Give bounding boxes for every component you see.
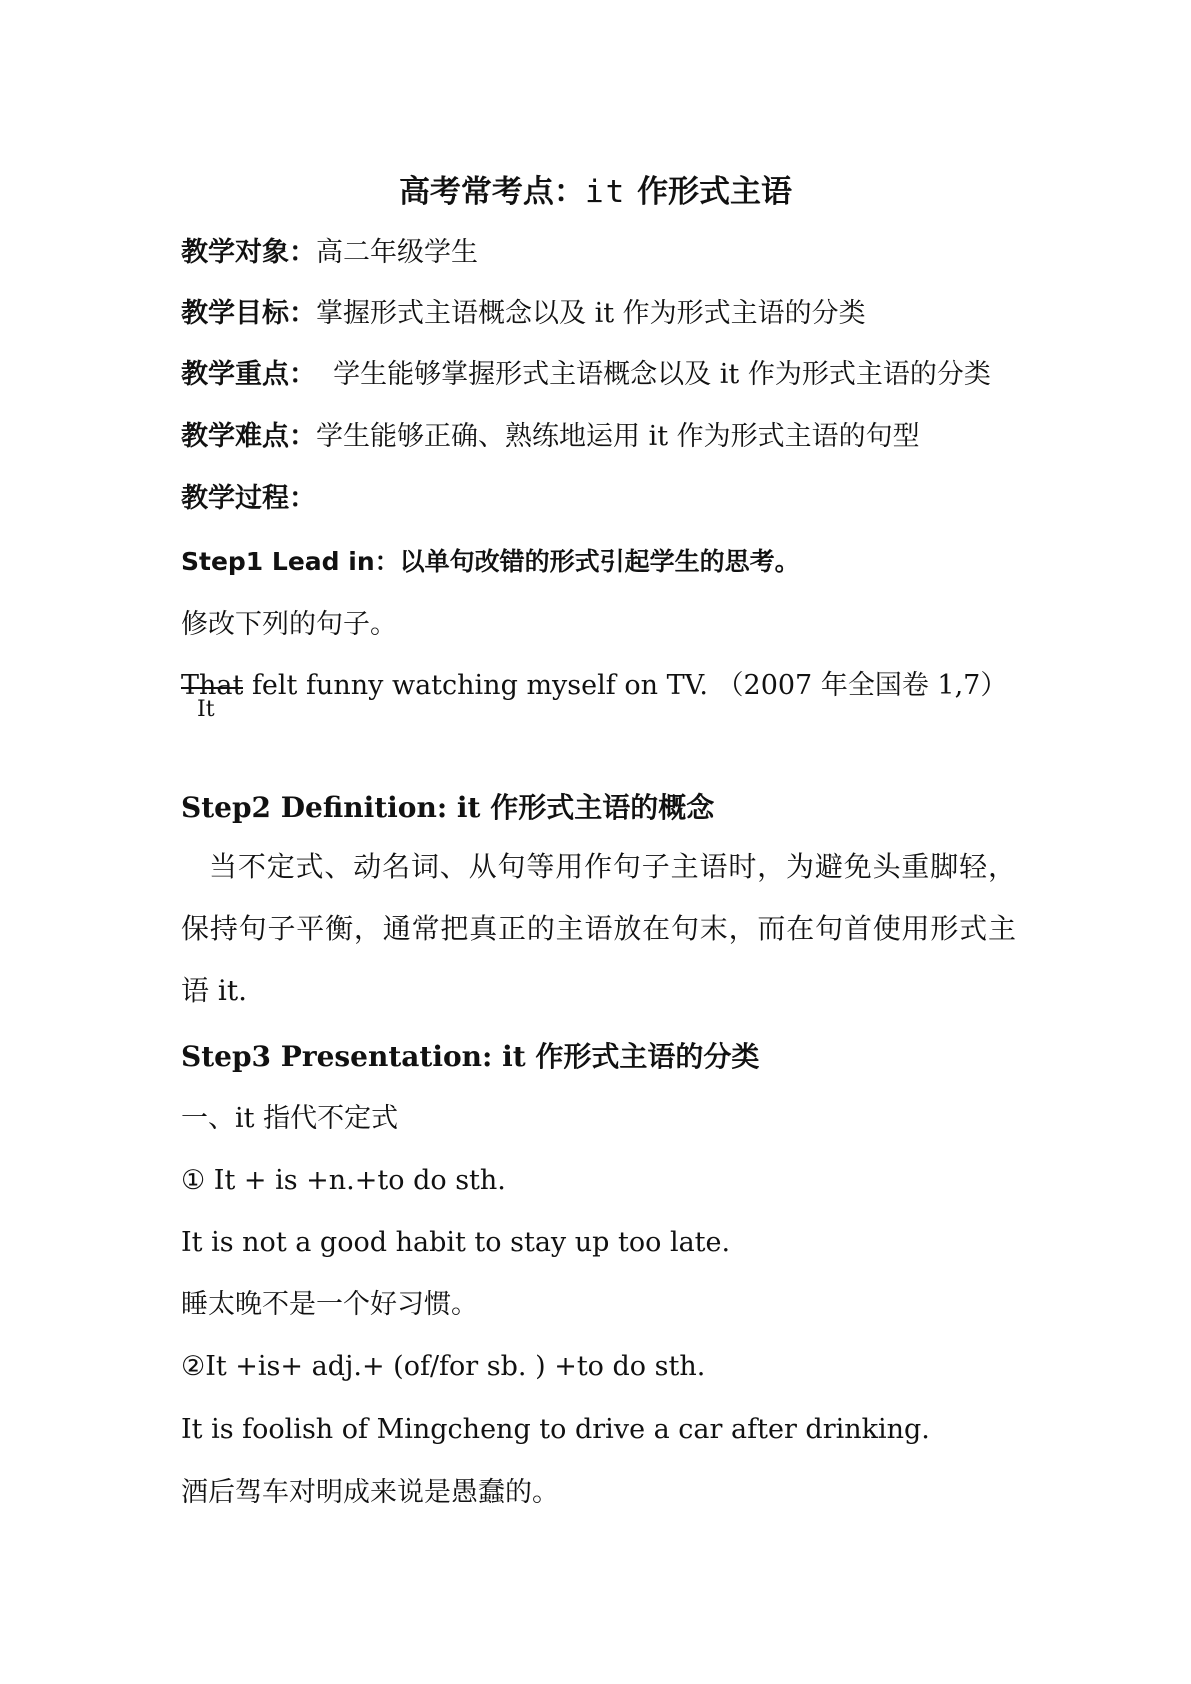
title-suffix: 作形式主语 bbox=[637, 174, 793, 210]
pattern-1: ① It + is +n.+to do sth. bbox=[181, 1165, 506, 1196]
meta-process bbox=[181, 482, 316, 516]
step3-subheading: 一、it 指代不定式 bbox=[181, 1103, 399, 1134]
example-1-cn: 睡太晚不是一个好习惯。 bbox=[181, 1289, 478, 1320]
struck-word: That bbox=[181, 670, 244, 701]
meta-value: 掌握形式主语概念以及 it 作为形式主语的分类 bbox=[316, 298, 866, 329]
step1-sentence bbox=[181, 669, 1007, 703]
example-1-en: It is not a good habit to stay up too late. bbox=[181, 1227, 731, 1258]
meta-target-audience bbox=[181, 236, 478, 270]
title-prefix: 高考常考点： bbox=[398, 174, 585, 210]
meta-difficulty bbox=[181, 420, 920, 454]
meta-value: 学生能够正确、熟练地运用 it 作为形式主语的句型 bbox=[316, 421, 920, 452]
pattern-2: ②It +is+ adj.+ (of/for sb. ) +to do sth. bbox=[181, 1351, 706, 1382]
meta-value: 学生能够掌握形式主语概念以及 it 作为形式主语的分类 bbox=[316, 359, 991, 390]
title-keyword: it bbox=[584, 174, 627, 210]
meta-key-point bbox=[181, 358, 991, 392]
example-2-cn: 酒后驾车对明成来说是愚蠢的。 bbox=[181, 1477, 559, 1508]
meta-teaching-goal bbox=[181, 297, 866, 331]
step2-paragraph: 当不定式、动名词、从句等用作句子主语时，为避免头重脚轻，保持句子平衡，通常把真正的主语放在句末，而在句首使用形式主语 it. bbox=[181, 850, 1016, 1007]
step1-heading: Step1 Lead in：以单句改错的形式引起学生的思考。 bbox=[181, 547, 800, 576]
meta-label: 教学过程： bbox=[181, 483, 316, 514]
example-2-en: It is foolish of Mingcheng to drive a car after drinking. bbox=[181, 1414, 930, 1445]
meta-label: 教学对象： bbox=[181, 237, 316, 268]
step2-heading: Step2 Definition: it 作形式主语的概念 bbox=[181, 791, 715, 824]
step1-instruction: 修改下列的句子。 bbox=[181, 609, 397, 640]
meta-label: 教学难点： bbox=[181, 421, 316, 452]
step3-heading: Step3 Presentation: it 作形式主语的分类 bbox=[181, 1040, 760, 1073]
sentence-text: felt funny watching myself on TV. （2007 年全国卷 1,7） bbox=[243, 670, 1008, 701]
page-title bbox=[0, 172, 1191, 212]
meta-value: 高二年级学生 bbox=[316, 237, 478, 268]
meta-label: 教学目标： bbox=[181, 298, 316, 329]
meta-label: 教学重点： bbox=[181, 359, 316, 390]
correction-word: It bbox=[197, 697, 215, 722]
